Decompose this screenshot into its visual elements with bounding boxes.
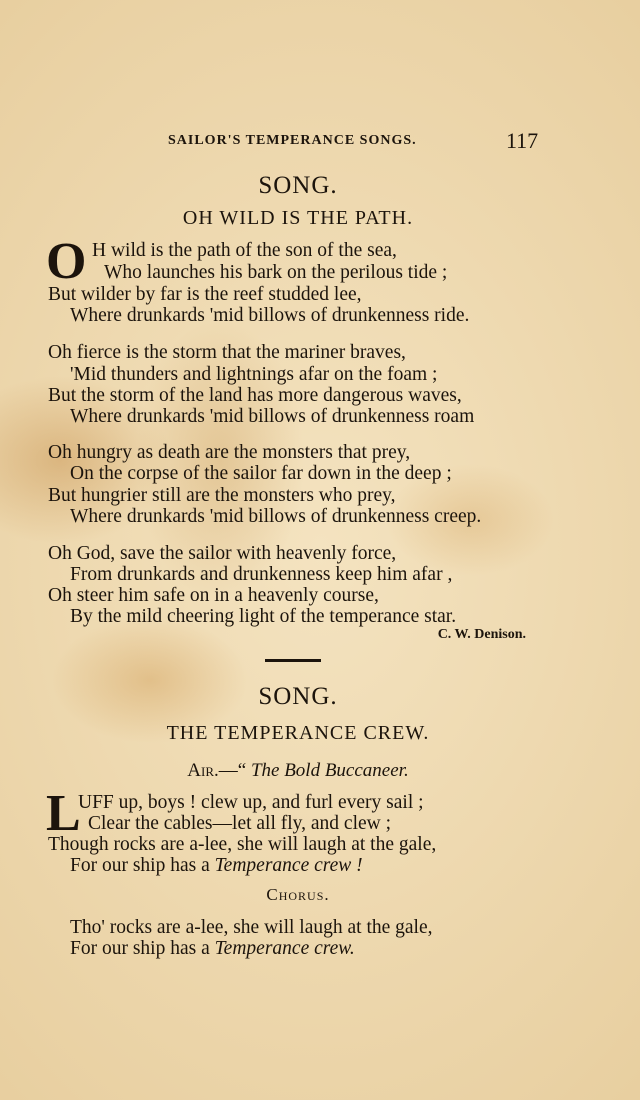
running-head: SAILOR'S TEMPERANCE SONGS. bbox=[168, 133, 417, 148]
verse-italic: Temperance crew ! bbox=[214, 855, 363, 876]
verse-line: By the mild cheering light of the temperance star. bbox=[70, 606, 457, 627]
chorus-label: Chorus. bbox=[266, 885, 330, 904]
verse-line: From drunkards and drunkenness keep him afar , bbox=[70, 564, 453, 585]
verse-line: Where drunkards 'mid billows of drunkenness creep. bbox=[70, 506, 482, 527]
song2-dropcap: L bbox=[46, 785, 81, 842]
verse-line: UFF up, boys ! clew up, and furl every sail ; bbox=[78, 792, 424, 813]
verse-line: Oh hungry as death are the monsters that prey, bbox=[48, 442, 411, 463]
section-divider bbox=[265, 659, 321, 662]
air-tune: The Bold Buccaneer. bbox=[250, 760, 409, 781]
verse-line: Clear the cables—let all fly, and clew ; bbox=[88, 813, 392, 834]
verse-text: For our ship has a bbox=[70, 938, 215, 959]
verse-line: But hungrier still are the monsters who prey, bbox=[48, 485, 396, 506]
verse-line: Who launches his bark on the perilous tide ; bbox=[104, 262, 448, 283]
song1-dropcap: O bbox=[46, 233, 87, 290]
verse-line: 'Mid thunders and lightnings afar on the foam ; bbox=[70, 364, 438, 385]
verse-line: Oh steer him safe on in a heavenly course, bbox=[48, 585, 379, 606]
song1-heading: SONG. bbox=[258, 172, 338, 199]
verse-line: Tho' rocks are a-lee, she will laugh at the gale, bbox=[70, 917, 433, 938]
verse-line: Where drunkards 'mid billows of drunkenness ride. bbox=[70, 305, 470, 326]
verse-line: Oh fierce is the storm that the mariner braves, bbox=[48, 342, 406, 363]
attribution: C. W. Denison. bbox=[437, 627, 526, 642]
verse-line bbox=[70, 938, 355, 960]
verse-line: But the storm of the land has more dangerous waves, bbox=[48, 385, 462, 406]
verse-italic: Temperance crew. bbox=[214, 938, 355, 959]
air-line bbox=[0, 760, 596, 782]
air-label: Air.—“ bbox=[187, 760, 251, 781]
verse-line: Oh God, save the sailor with heavenly force, bbox=[48, 543, 397, 564]
song2-title: THE TEMPERANCE CREW. bbox=[166, 722, 430, 744]
verse-line: Though rocks are a-lee, she will laugh at the gale, bbox=[48, 834, 437, 855]
verse-line: But wilder by far is the reef studded lee, bbox=[48, 284, 362, 305]
song2-heading: SONG. bbox=[258, 683, 338, 710]
verse-line: On the corpse of the sailor far down in the deep ; bbox=[70, 463, 452, 484]
verse-line: H wild is the path of the son of the sea, bbox=[92, 240, 397, 261]
verse-line bbox=[70, 855, 363, 877]
song1-title: OH WILD IS THE PATH. bbox=[182, 207, 414, 229]
page-number: 117 bbox=[506, 128, 539, 153]
verse-text: For our ship has a bbox=[70, 855, 215, 876]
verse-line: Where drunkards 'mid billows of drunkenness roam bbox=[70, 406, 475, 427]
